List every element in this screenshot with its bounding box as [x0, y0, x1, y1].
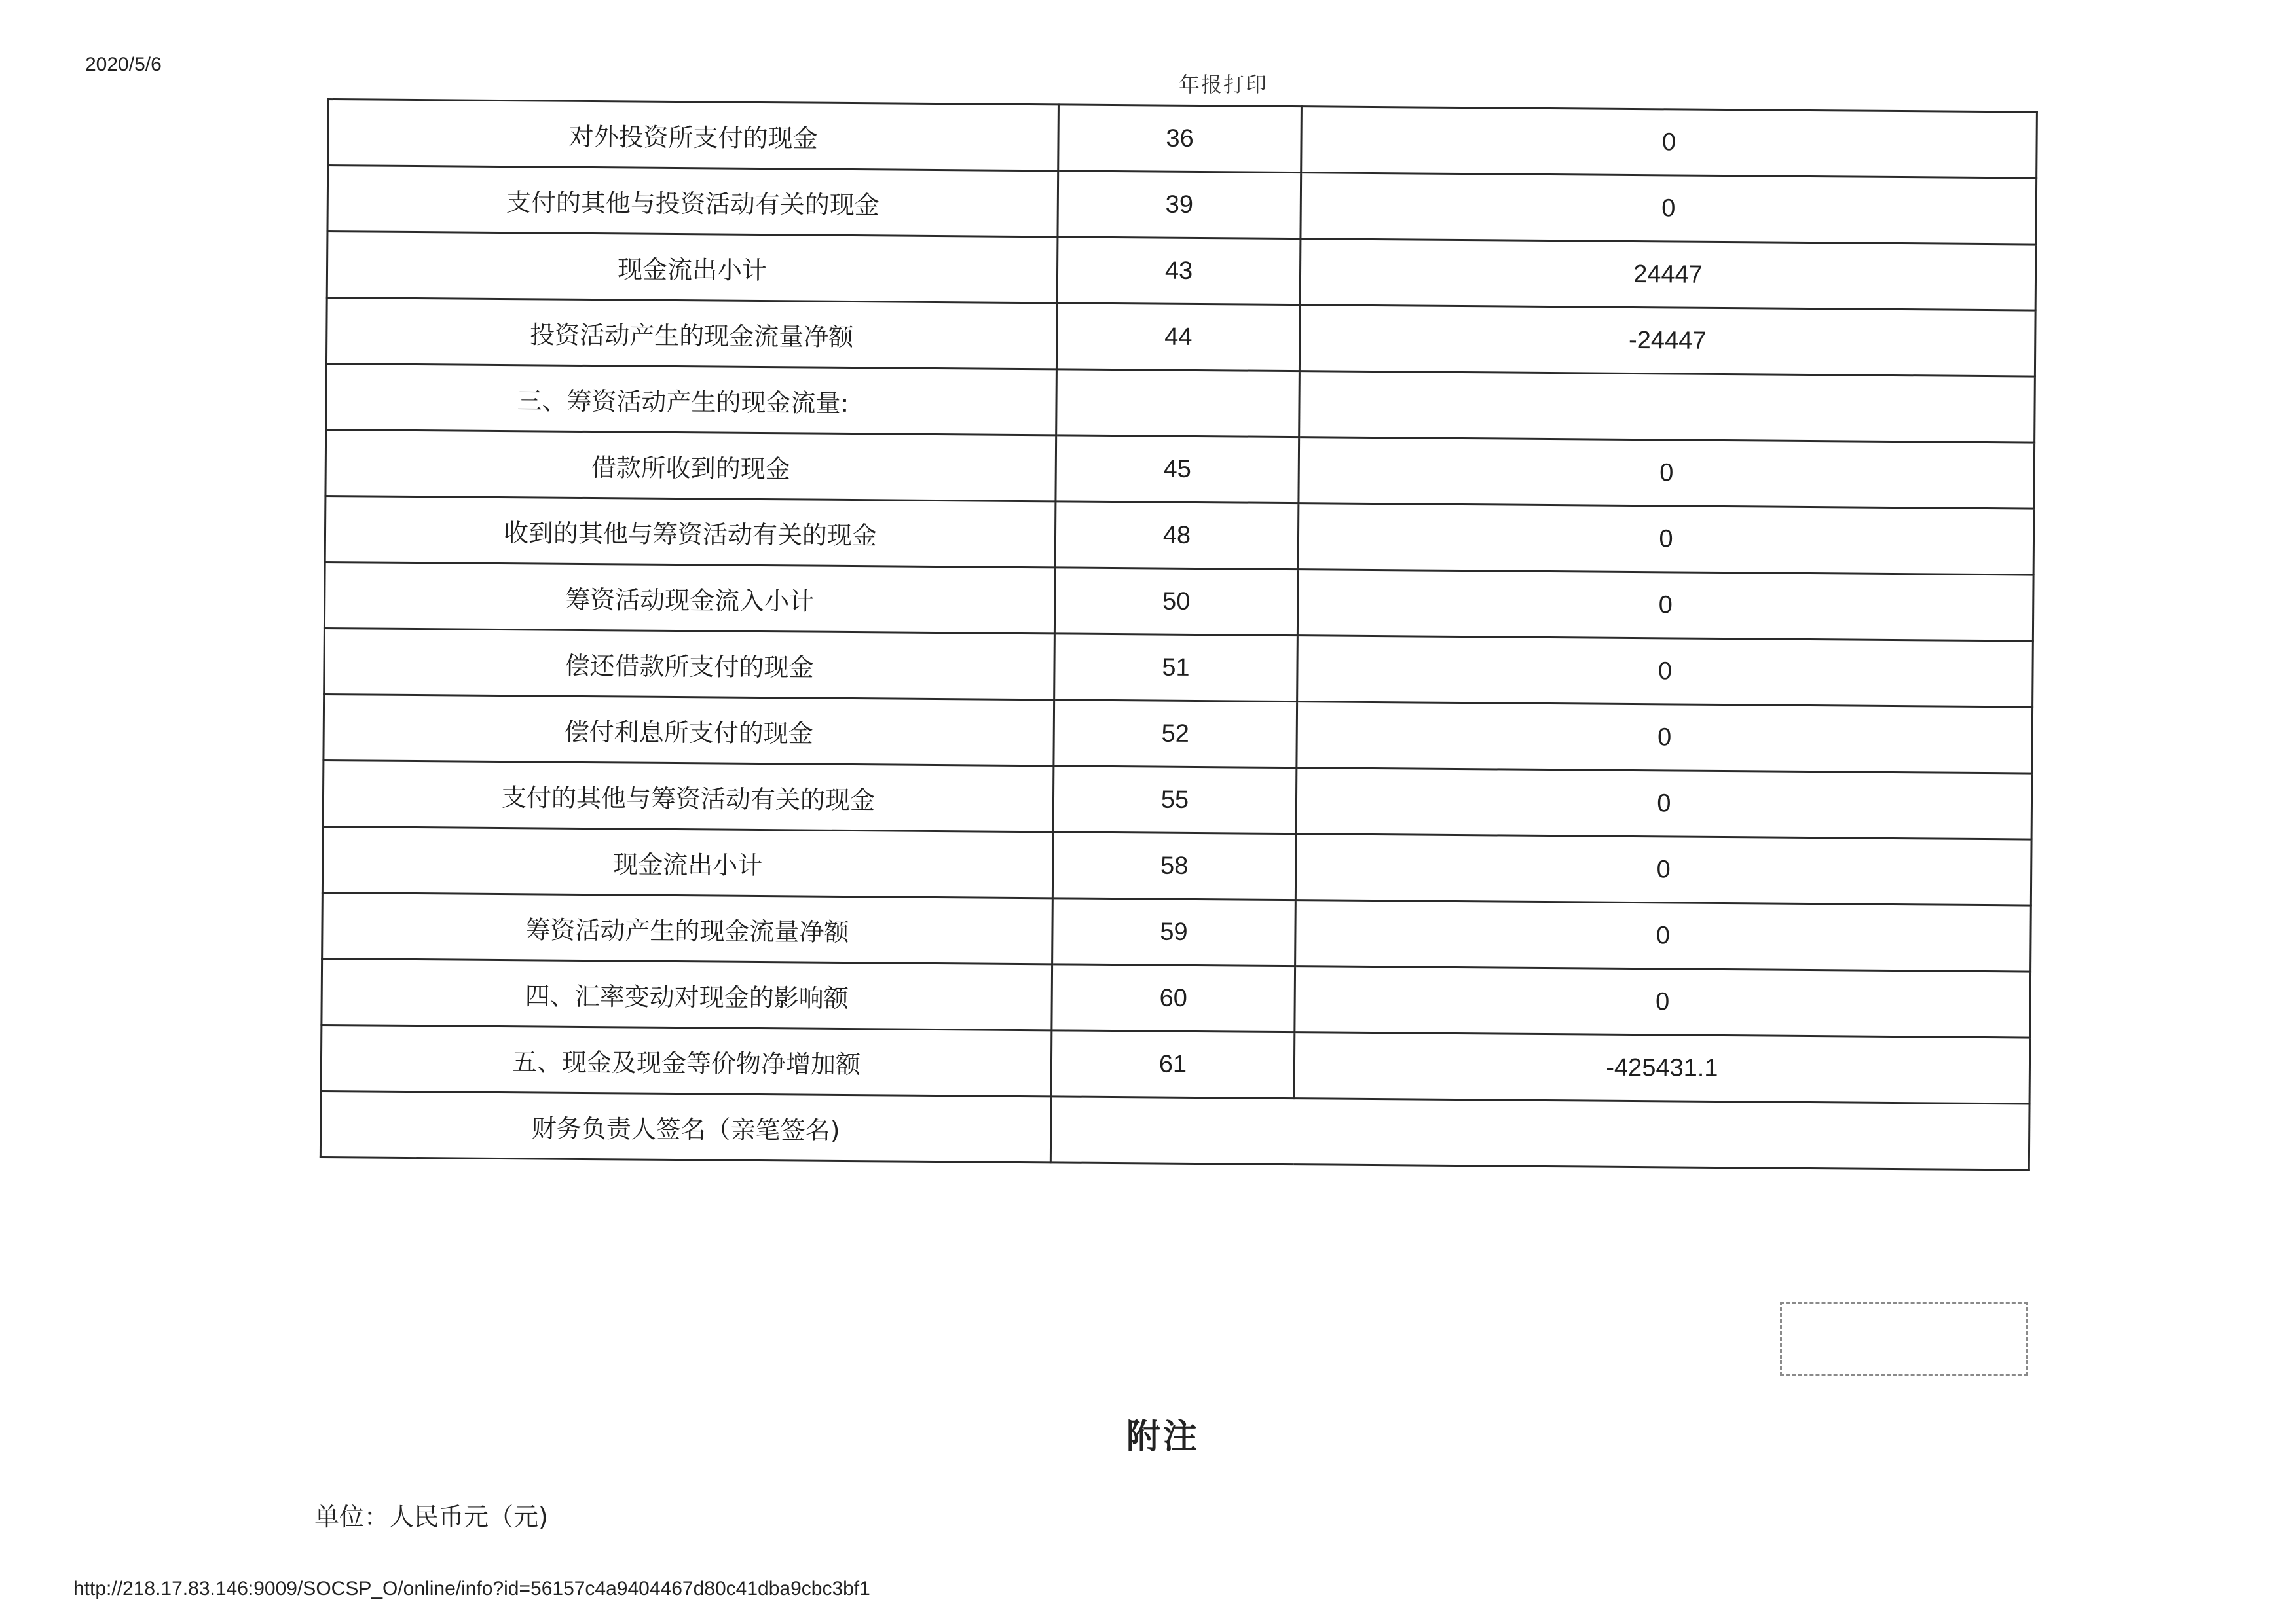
row-amount: 0	[1299, 437, 2035, 509]
row-label: 四、汇率变动对现金的影响额	[322, 958, 1052, 1030]
row-label: 偿还借款所支付的现金	[324, 628, 1055, 699]
row-label: 支付的其他与投资活动有关的现金	[327, 166, 1058, 237]
row-amount	[1299, 371, 2035, 443]
section-heading: 三、筹资活动产生的现金流量:	[326, 363, 1057, 435]
table-row	[326, 298, 2035, 377]
row-line-number: 60	[1052, 964, 1295, 1032]
notes-title: 附注	[1126, 1417, 1200, 1457]
row-amount: 0	[1295, 900, 2031, 972]
row-label: 现金流出小计	[322, 826, 1053, 898]
row-line-number: 52	[1054, 700, 1297, 768]
row-amount: -24447	[1299, 305, 2035, 376]
row-label: 现金流出小计	[327, 232, 1058, 303]
cash-flow-sheet	[320, 98, 2030, 1171]
cash-flow-table	[320, 98, 2038, 1171]
table-row	[325, 496, 2034, 575]
row-line-number: 51	[1054, 634, 1298, 702]
row-amount: 0	[1295, 834, 2031, 905]
table-row-section-header	[326, 363, 2035, 443]
row-label: 偿付利息所支付的现金	[324, 694, 1054, 765]
table-row	[325, 429, 2035, 509]
row-amount: 0	[1301, 173, 2037, 244]
row-line-number: 55	[1053, 766, 1297, 834]
row-line-number: 58	[1052, 832, 1296, 900]
table-row	[324, 562, 2033, 641]
row-amount: 0	[1296, 768, 2032, 839]
row-label: 借款所收到的现金	[325, 429, 1056, 501]
row-line-number: 39	[1058, 171, 1301, 239]
table-row	[328, 100, 2037, 179]
table-row	[322, 826, 2031, 905]
table-row	[327, 232, 2036, 311]
row-line-number: 50	[1054, 568, 1298, 636]
row-line-number: 44	[1056, 303, 1300, 371]
row-amount: -425431.1	[1294, 1032, 2030, 1104]
table-row	[323, 760, 2032, 839]
row-line-number: 61	[1051, 1030, 1295, 1099]
currency-unit: 单位：人民币元（元)	[314, 1503, 548, 1531]
row-label: 投资活动产生的现金流量净额	[326, 298, 1057, 369]
row-label: 对外投资所支付的现金	[328, 100, 1059, 171]
row-amount: 0	[1297, 636, 2033, 707]
signature-label: 财务负责人签名（亲笔签名)	[320, 1091, 1051, 1162]
row-label: 收到的其他与筹资活动有关的现金	[325, 496, 1056, 567]
table-row	[324, 694, 2033, 773]
row-line-number: 45	[1056, 435, 1299, 503]
stamp-box	[1780, 1302, 2028, 1376]
row-amount: 0	[1298, 503, 2034, 575]
row-label: 五、现金及现金等价物净增加额	[321, 1025, 1052, 1096]
table-row	[321, 1025, 2030, 1104]
row-label: 支付的其他与筹资活动有关的现金	[323, 760, 1054, 831]
row-amount: 0	[1297, 570, 2033, 641]
row-amount: 0	[1301, 107, 2037, 178]
row-line-number	[1056, 369, 1300, 437]
row-amount: 0	[1295, 966, 2031, 1038]
row-line-number: 48	[1055, 501, 1299, 570]
table-row	[324, 628, 2033, 707]
table-row	[322, 892, 2031, 972]
signature-row	[320, 1091, 2029, 1170]
signature-field	[1050, 1097, 2029, 1170]
print-header: 年报打印	[1179, 72, 1268, 97]
row-label: 筹资活动产生的现金流量净额	[322, 892, 1053, 964]
table-row	[327, 166, 2037, 245]
row-line-number: 59	[1052, 898, 1296, 966]
table-row	[322, 958, 2031, 1038]
row-line-number: 36	[1058, 105, 1302, 173]
row-label: 筹资活动现金流入小计	[324, 562, 1055, 633]
footer-url: http://218.17.83.146:9009/SOCSP_O/online/info?id=56157c4a9404467d80c41dba9cbc3bf1	[73, 1578, 870, 1599]
row-amount: 24447	[1300, 239, 2036, 310]
print-date: 2020/5/6	[85, 54, 162, 75]
row-line-number: 43	[1057, 237, 1301, 305]
row-amount: 0	[1297, 702, 2033, 773]
